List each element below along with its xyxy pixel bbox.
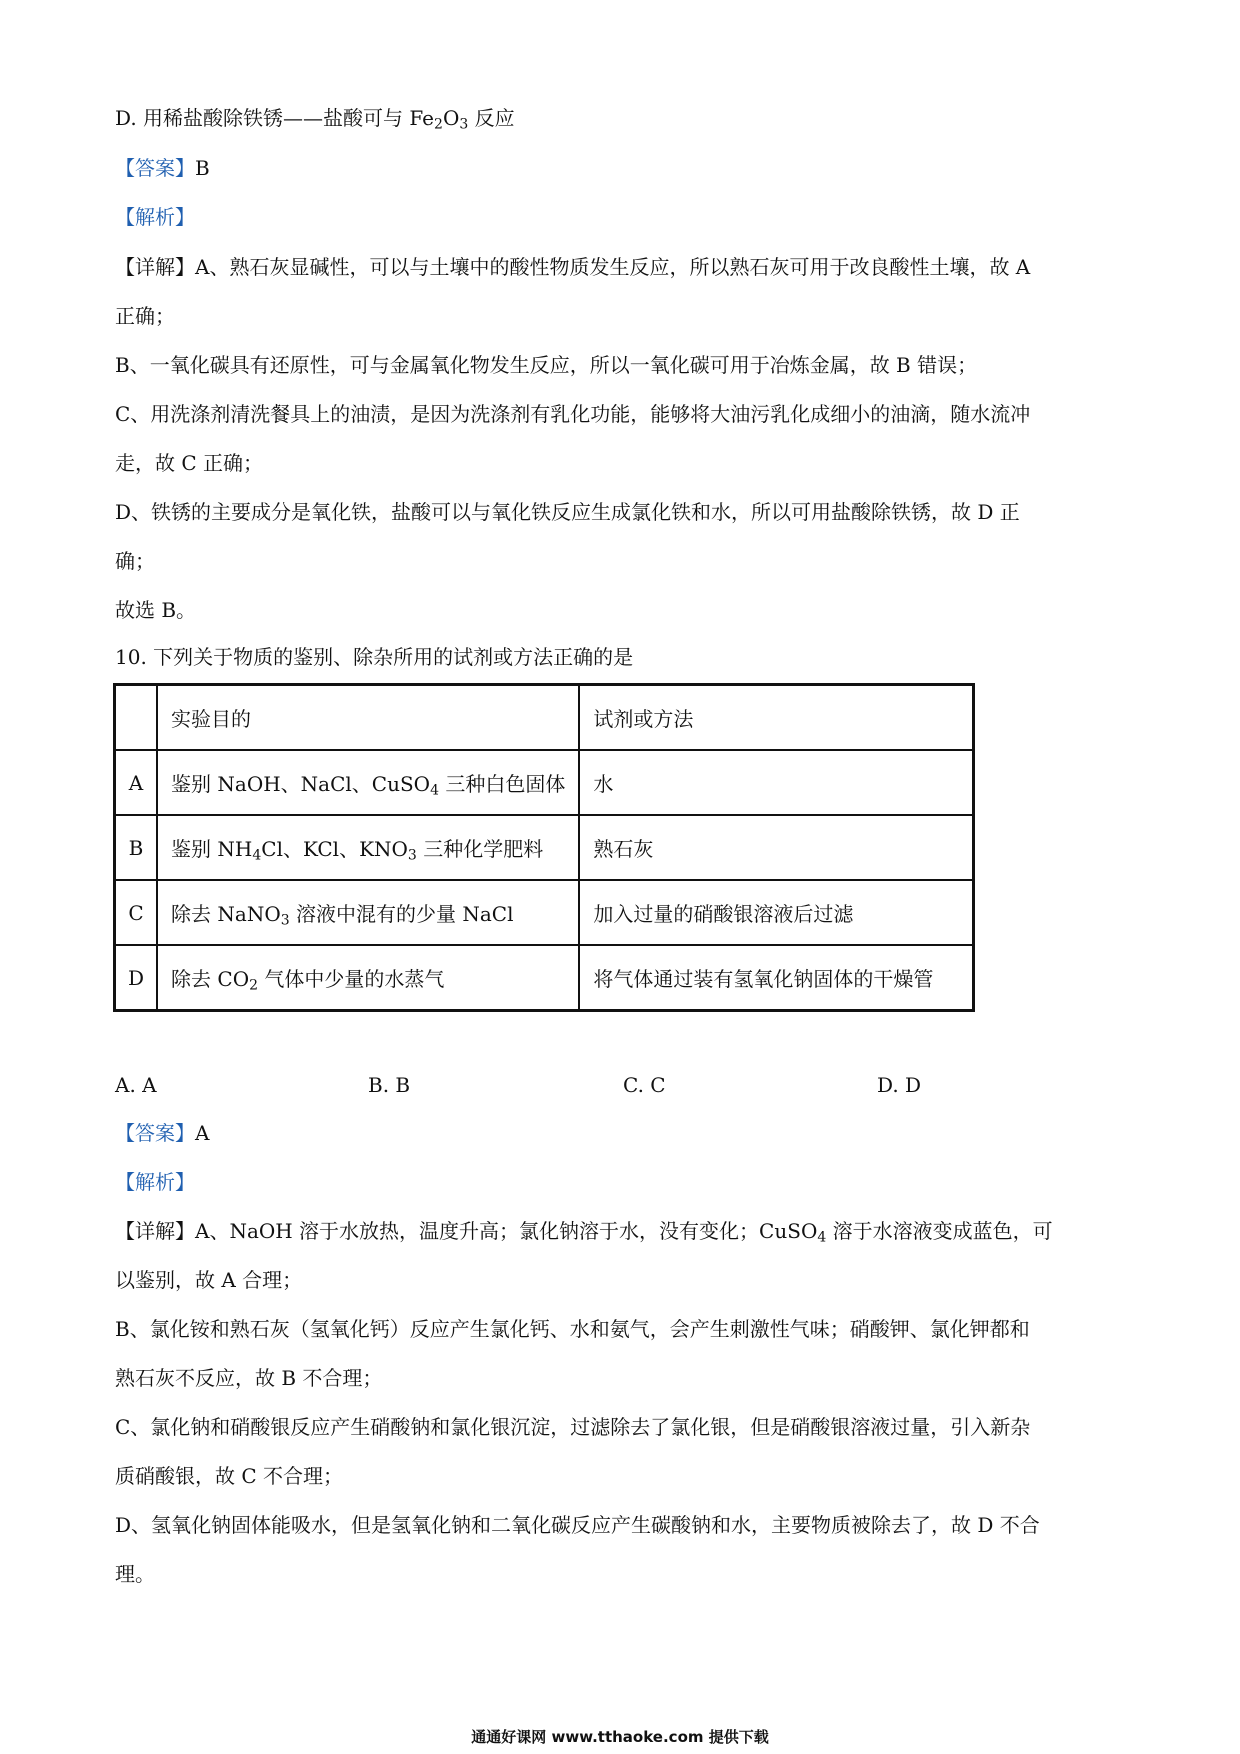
table-row	[115, 750, 974, 815]
row-purpose: 除去 NaNO$_3$ 溶液中混有的少量 NaCl	[157, 880, 579, 945]
detail-line: 确；	[115, 549, 155, 573]
analysis-label-1: 【解析】	[115, 205, 195, 229]
answer-line-1	[115, 153, 210, 183]
detail-line: D、铁锈的主要成分是氧化铁，盐酸可以与氧化铁反应生成氯化铁和水，所以可用盐酸除铁锈，故 D 正	[115, 500, 1020, 524]
answer-value: A	[195, 1121, 210, 1145]
answer-value: B	[195, 156, 210, 180]
detail-label: 【详解】	[115, 255, 195, 279]
detail-line: C、用洗涤剂清洗餐具上的油渍，是因为洗涤剂有乳化功能，能够将大油污乳化成细小的油滴，随水流冲	[115, 402, 1031, 426]
row-method: 将气体通过装有氢氧化钠固体的干燥管	[579, 945, 974, 1011]
row-label: A	[115, 750, 158, 815]
detail-line: 【详解】A、NaOH 溶于水放热，温度升高；氯化钠溶于水，没有变化；CuSO$_4$ 溶于水溶液变成蓝色，可	[115, 1219, 1053, 1246]
table-row	[115, 815, 974, 880]
row-purpose: 除去 $CO_2$ 气体中少量的水蒸气	[157, 945, 579, 1011]
table-header-row	[115, 685, 974, 751]
question-stem: 10. 下列关于物质的鉴别、除杂所用的试剂或方法正确的是	[115, 645, 634, 669]
detail-line: C、氯化钠和硝酸银反应产生硝酸钠和氯化银沉淀，过滤除去了氯化银，但是硝酸银溶液过量，引入新杂	[115, 1415, 1031, 1439]
row-label: B	[115, 815, 158, 880]
option-a: A. A	[115, 1073, 157, 1097]
detail-line: B、氯化铵和熟石灰（氢氧化钙）反应产生氯化钙、水和氨气，会产生刺激性气味；硝酸钾、氯化钾都和	[115, 1317, 1030, 1341]
table-row	[115, 945, 974, 1011]
table-header-cell	[115, 685, 158, 751]
detail-line: 理。	[115, 1562, 155, 1586]
option-d-text: D. 用稀盐酸除铁锈——盐酸可与 $Fe_2O_3$ 反应	[115, 106, 515, 133]
detail-line: 走，故 C 正确；	[115, 451, 264, 475]
answer-line-2	[115, 1118, 209, 1148]
answer-label: 【答案】	[115, 1121, 195, 1145]
option-b: B. B	[368, 1073, 411, 1097]
detail-line: 【详解】A、熟石灰显碱性，可以与土壤中的酸性物质发生反应，所以熟石灰可用于改良酸性土壤，故 A	[115, 255, 1031, 279]
detail-label: 【详解】	[115, 1219, 195, 1243]
row-purpose: 鉴别 NaOH、NaCl、CuSO$_4$ 三种白色固体	[157, 750, 579, 815]
answer-label: 【答案】	[115, 156, 195, 180]
table-header-cell: 实验目的	[157, 685, 579, 751]
detail-line: 以鉴别，故 A 合理；	[115, 1268, 303, 1292]
detail-line: D、氢氧化钠固体能吸水，但是氢氧化钠和二氧化碳反应产生碳酸钠和水，主要物质被除去了，故 D 不合	[115, 1513, 1040, 1537]
footer-watermark: 通通好课网 www.tthaoke.com 提供下载	[471, 1728, 769, 1746]
row-method: 熟石灰	[579, 815, 974, 880]
detail-line: 正确；	[115, 304, 175, 328]
row-label: D	[115, 945, 158, 1011]
detail-line: 故选 B。	[115, 598, 197, 622]
detail-line: 质硝酸银，故 C 不合理；	[115, 1464, 344, 1488]
question-table	[113, 683, 975, 1012]
option-d: D. D	[877, 1073, 922, 1097]
row-method: 加入过量的硝酸银溶液后过滤	[579, 880, 974, 945]
option-c: C. C	[623, 1073, 666, 1097]
row-purpose: 鉴别 $NH_4Cl$、KCl、$KNO_3$ 三种化学肥料	[157, 815, 579, 880]
detail-line: 熟石灰不反应，故 B 不合理；	[115, 1366, 383, 1390]
detail-line: B、一氧化碳具有还原性，可与金属氧化物发生反应，所以一氧化碳可用于冶炼金属，故 B 错误；	[115, 353, 978, 377]
row-method: 水	[579, 750, 974, 815]
table-row	[115, 880, 974, 945]
analysis-label-2: 【解析】	[115, 1170, 195, 1194]
row-label: C	[115, 880, 158, 945]
table-header-cell: 试剂或方法	[579, 685, 974, 751]
